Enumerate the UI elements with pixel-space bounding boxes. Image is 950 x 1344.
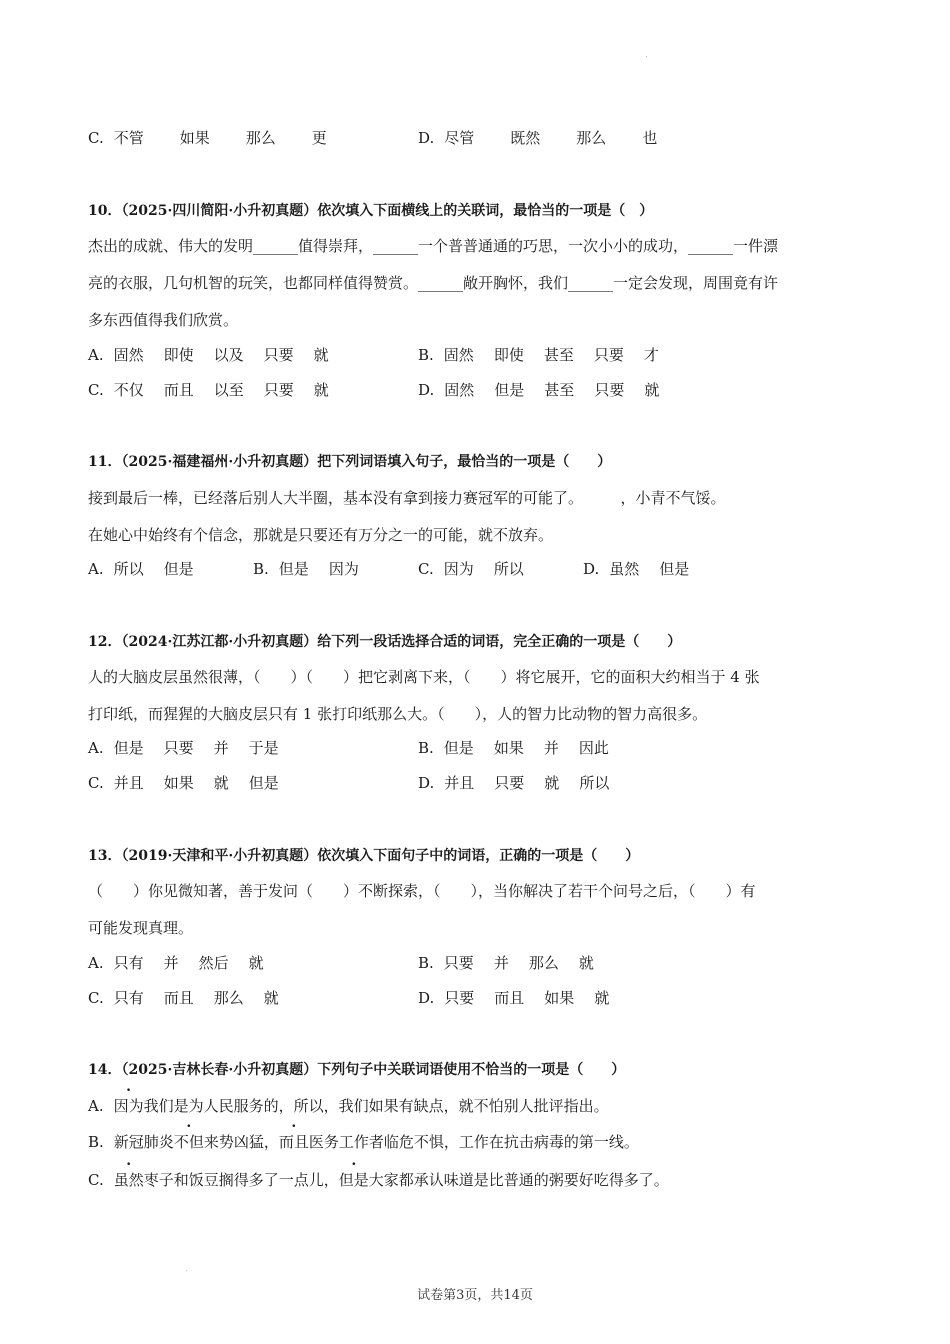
scan-speck <box>186 1270 187 1271</box>
q12-option-d: D. 并且 只要 就 所以 <box>418 774 610 792</box>
q9-option-c: C. 不管 如果 那么 更 <box>88 129 327 147</box>
emphasis-dots: 虽然 <box>113 1171 144 1189</box>
q11-option-b: B. 但是 因为 <box>253 560 359 578</box>
q11-option-a: A. 所以 但是 <box>88 560 194 578</box>
q12-text-line: 人的大脑皮层虽然很薄，（ ）（ ）把它剥离下来，（ ）将它展开，它的面积大约相当于 4 张 <box>88 668 760 686</box>
scan-speck <box>646 56 647 57</box>
q10-text-line: 杰出的成就、伟大的发明______值得崇拜，______一个普普通通的巧思，一次小小的成功，______一件漂 <box>88 237 779 255</box>
q12-option-b: B. 但是 如果 并 因此 <box>418 739 609 757</box>
emphasis-dots: 不但 <box>173 1133 204 1151</box>
q12-option-a: A. 但是 只要 并 于是 <box>88 739 279 757</box>
emphasis-dots: 而且 <box>278 1133 309 1151</box>
q10-option-b: B. 固然 即使 甚至 只要 才 <box>418 346 659 364</box>
q10-text-line: 亮的衣服，几句机智的玩笑，也都同样值得赞赏。______敞开胸怀，我们______一定会发现，周围竟有许 <box>88 274 779 292</box>
q10-heading: 10．（2025·四川简阳·小升初真题）依次填入下面横线上的关联词，最恰当的一项是（ ） <box>88 203 654 219</box>
q11-text-line: 在她心中始终有个信念，那就是只要还有万分之一的可能，就不放弃。 <box>88 526 554 544</box>
q10-option-c: C. 不仅 而且 以至 只要 就 <box>88 381 329 399</box>
q11-option-c: C. 因为 所以 <box>418 560 524 578</box>
q13-text-line: （ ）你见微知著，善于发问（ ）不断探索，（ ），当你解决了若干个问号之后，（ ）有 <box>88 882 756 900</box>
q13-text-line: 可能发现真理。 <box>88 919 194 937</box>
q13-option-d: D. 只要 而且 如果 就 <box>418 989 610 1007</box>
q10-text-line: 多东西值得我们欣赏。 <box>88 311 239 329</box>
q13-option-a: A. 只有 并 然后 就 <box>88 954 264 972</box>
q14-option-a: A. 因为我们是为人民服务的，所以，我们如果有缺点，就不怕别人批评指出。 <box>88 1097 609 1115</box>
q12-option-c: C. 并且 如果 就 但是 <box>88 774 279 792</box>
q13-option-b: B. 只要 并 那么 就 <box>418 954 594 972</box>
q12-heading: 12．（2024·江苏江都·小升初真题）给下列一段话选择合适的词语，完全正确的一项是（ ） <box>88 634 682 650</box>
q10-option-a: A. 固然 即使 以及 只要 就 <box>88 346 329 364</box>
q13-option-c: C. 只有 而且 那么 就 <box>88 989 279 1007</box>
q14-heading: 14．（2025·吉林长春·小升初真题）下列句子中关联词语使用不恰当的一项是（ ） <box>88 1062 626 1078</box>
q14-option-b: B. 新冠肺炎不但来势凶猛，而且医务工作者临危不惧，工作在抗击病毒的第一线。 <box>88 1133 639 1151</box>
q11-option-d: D. 虽然 但是 <box>583 560 690 578</box>
q11-text-line: 接到最后一棒，已经落后别人大半圈，基本没有拿到接力赛冠军的可能了。 ，小青不气馁。 <box>88 489 726 507</box>
q14-option-c: C. 虽然枣子和饭豆搁得多了一点儿，但是大家都承认味道是比普通的粥要好吃得多了。 <box>88 1171 669 1189</box>
q9-option-d: D. 尽管 既然 那么 也 <box>418 129 658 147</box>
q13-heading: 13．（2019·天津和平·小升初真题）依次填入下面句子中的词语，正确的一项是（ ） <box>88 848 640 864</box>
q12-text-line: 打印纸，而猩猩的大脑皮层只有 1 张打印纸那么大。（ ），人的智力比动物的智力高很多。 <box>88 705 708 723</box>
q10-option-d: D. 固然 但是 甚至 只要 就 <box>418 381 660 399</box>
emphasis-dots: 但是 <box>338 1171 369 1189</box>
emphasis-dots: 因为 <box>113 1097 144 1115</box>
q11-heading: 11．（2025·福建福州·小升初真题）把下列词语填入句子，最恰当的一项是（ ） <box>88 454 612 470</box>
page-footer: 试卷第3页，共14页 <box>417 1288 533 1303</box>
